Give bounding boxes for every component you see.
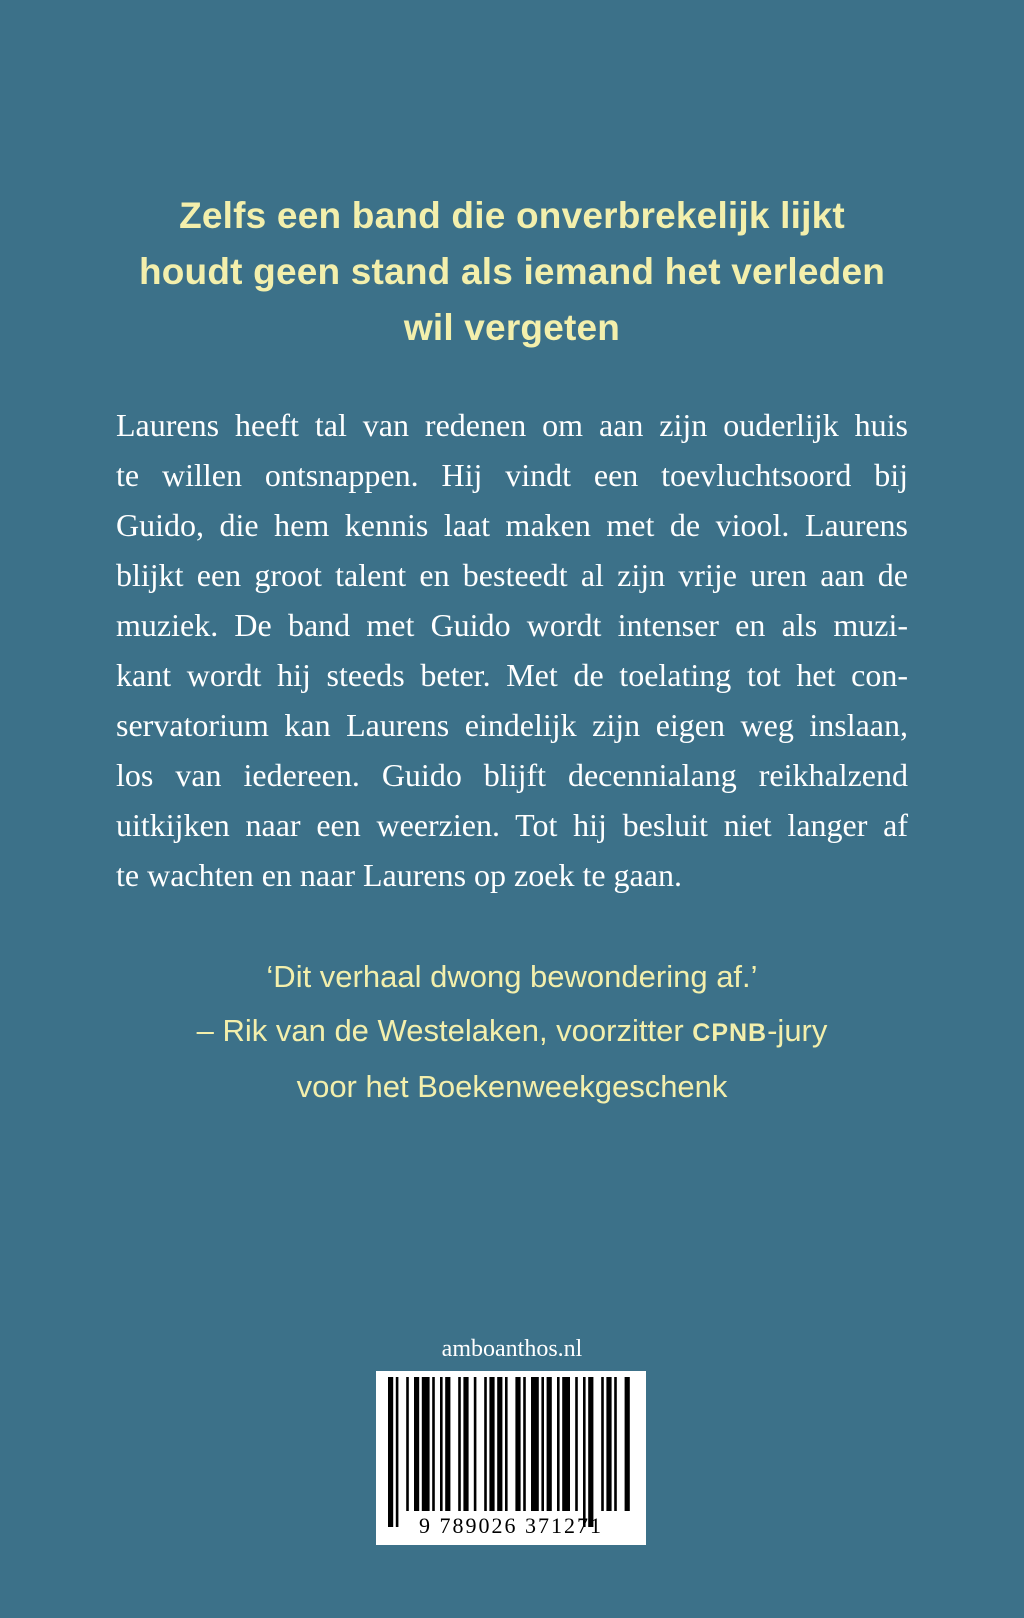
blurb-line: servatorium kan Laurens eindelijk zijn eigen weg inslaan, [116, 707, 908, 743]
barcode-bar [422, 1377, 430, 1511]
barcode-bar [606, 1377, 611, 1511]
barcode-bar [531, 1377, 539, 1511]
blurb-line: te willen ontsnappen. Hij vindt een toevluchtsoord bij [116, 457, 908, 493]
isbn-barcode [376, 1371, 646, 1545]
tagline-line-3: wil vergeten [403, 307, 621, 348]
attribution-prefix: – Rik van de Westelaken, voorzitter [196, 1013, 693, 1048]
barcode-bar [557, 1377, 560, 1511]
blurb-line: muziek. De band met Guido wordt intenser en als muzi- [116, 607, 908, 643]
quote-attribution-context: voor het Boekenweekgeschenk [296, 1069, 728, 1104]
barcode-bar [583, 1377, 586, 1527]
blurb-line: Laurens heeft tal van redenen om aan zijn ouderlijk huis [116, 407, 908, 443]
barcode-bar [458, 1377, 461, 1511]
barcode-bar [484, 1377, 487, 1511]
barcode-bar [388, 1377, 393, 1527]
tagline-line-2: houdt geen stand als iemand het verleden [138, 251, 886, 292]
barcode-bar [562, 1377, 570, 1511]
barcode-bar [497, 1377, 502, 1511]
barcode-bar [625, 1377, 630, 1511]
barcode-bar [575, 1377, 578, 1511]
review-quote [0, 950, 1024, 1114]
blurb-line: blijkt een groot talent en besteedt al zijn vrije uren aan de [116, 557, 908, 593]
barcode-bar [541, 1377, 544, 1511]
barcode-bar [396, 1377, 399, 1527]
barcode-bar [523, 1377, 526, 1511]
attribution-suffix: -jury [767, 1013, 828, 1048]
isbn-number: 9 789026 371271 [419, 1513, 603, 1538]
tagline [0, 188, 1024, 356]
barcode-bar [406, 1377, 409, 1511]
barcode-bar [414, 1377, 419, 1511]
quote-text: ‘Dit verhaal dwong bewondering af.’ [266, 959, 758, 994]
barcode-bar [588, 1377, 593, 1527]
barcode-bar [445, 1377, 450, 1511]
blurb-line: los van iedereen. Guido blijft decennialang reikhalzend [116, 757, 908, 793]
publisher-website: amboanthos.nl [441, 1336, 583, 1362]
barcode-bar [489, 1377, 494, 1511]
barcode-bar [601, 1377, 604, 1511]
tagline-line-1: Zelfs een band die onverbrekelijk lijkt [179, 195, 845, 236]
attribution-org: CPNB [692, 1019, 768, 1047]
blurb-line: Guido, die hem kennis laat maken met de viool. Laurens [116, 507, 908, 543]
blurb-line: kant wordt hij steeds beter. Met de toelating tot het con- [116, 657, 908, 693]
barcode-bar [474, 1377, 477, 1511]
barcode-bar [440, 1377, 443, 1511]
barcode-bar [432, 1377, 435, 1511]
blurb-line: uitkijken naar een weerzien. Tot hij besluit niet langer af [116, 807, 908, 843]
barcode-bar [505, 1377, 508, 1511]
blurb-line: te wachten en naar Laurens op zoek te gaan. [116, 857, 682, 893]
book-blurb [116, 400, 908, 900]
barcode-bar [515, 1377, 520, 1511]
barcode-bar [463, 1377, 468, 1511]
quote-attribution [0, 1004, 1024, 1060]
barcode-bar [614, 1377, 617, 1511]
barcode-bar [547, 1377, 552, 1511]
